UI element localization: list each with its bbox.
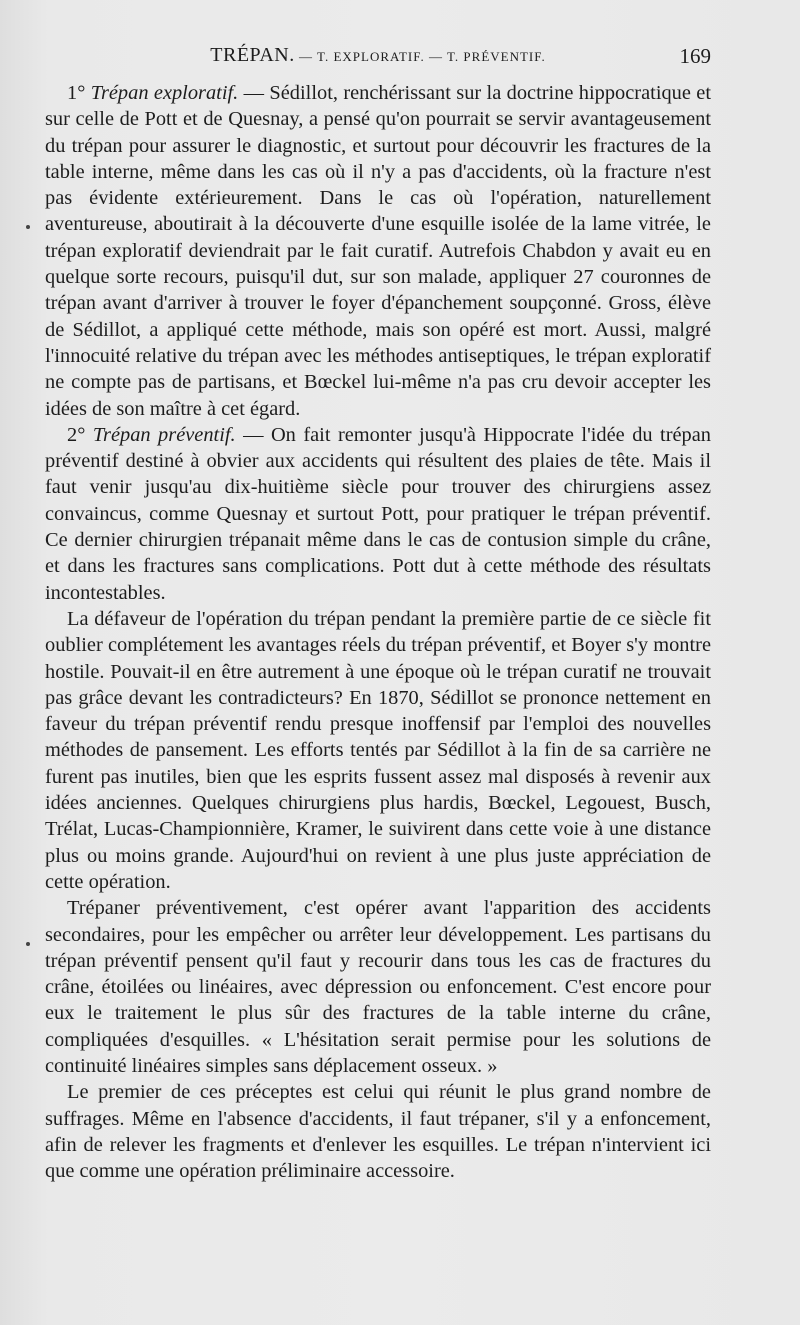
- margin-mark: [26, 225, 30, 229]
- page-header: [45, 44, 711, 74]
- paragraph-text: Trépaner préventivement, c'est opérer avant l'apparition des accidents secondaires, pour les empêcher ou arrêter leur développement. Les partisans du trépan préventif pensent qu'il faut y recourir dans tous les cas de fractures du crâne, étoilées ou linéaires, avec dépression ou enfoncement. C'est encore pour eux le traitement le plus sûr des fractures de la table interne du crâne, compliquées d'esquilles. « L'hésitation serait permise pour les solutions de continuité linéaires simples sans déplacement osseux. »: [45, 897, 711, 1077]
- margin-mark: [26, 942, 30, 946]
- paragraph-trepaner-preventivement: [45, 895, 711, 1079]
- paragraph-text: — On fait remonter jusqu'à Hippocrate l'idée du trépan préventif destiné à obvier aux accidents qui résultent des plaies de tête. Mais il faut venir jusqu'au dix-huitième siècle pour trouver des chirurgiens assez convaincus, comme Quesnay et surtout Pott, pour pratiquer le trépan préventif. Ce dernier chirurgien trépanait même dans le cas de contusion simple du crâne, et dans les fractures sans complications. Pott dut à cette méthode des résultats incontestables.: [45, 423, 711, 604]
- running-title-main: TRÉPAN.: [210, 44, 295, 66]
- paragraph-defaveur: [45, 606, 711, 895]
- page-number: 169: [679, 44, 711, 68]
- body-text: [45, 80, 711, 1184]
- section-heading: Trépan préventif.: [92, 423, 236, 446]
- running-title-subtitle: — T. EXPLORATIF. — T. PRÉVENTIF.: [294, 49, 546, 64]
- paragraph-text: Le premier de ces préceptes est celui qui réunit le plus grand nombre de suffrages. Même en l'absence d'accidents, il faut trépaner, s'il y a enfoncement, afin de relever les fragments et d'enlever les esquilles. Le trépan n'intervient ici que comme une opération préliminaire accessoire.: [45, 1081, 711, 1183]
- paragraph-text: — Sédillot, renchérissant sur la doctrine hippocratique et sur celle de Pott et de Quesnay, a pensé qu'on pourrait se servir avantageusement du trépan pour assurer le diagnostic, et surtout pour découvrir les fractures de la table interne, même dans les cas où il n'y a pas d'accidents, où la fracture n'est pas évidente extérieurement. Dans le cas où l'opération, naturellement aventureuse, aboutirait à la découverte d'une esquille isolée de la lame vitrée, le trépan exploratif deviendrait par le fait curatif. Autrefois Chabdon y avait eu en quelque sorte recours, puisqu'il dut, sur son malade, appliquer 27 couronnes de trépan avant d'arriver à trouver le foyer d'épanchement soupçonné. Gross, élève de Sédillot, a appliqué cette méthode, mais son opéré est mort. Aussi, malgré l'innocuité relative du trépan avec les méthodes antiseptiques, le trépan exploratif ne compte pas de partisans, et Bœckel lui-même n'a pas cru devoir accepter les idées de son maître à cet égard.: [45, 82, 712, 420]
- section-number: 2°: [67, 423, 93, 446]
- section-heading: Trépan exploratif.: [90, 82, 239, 104]
- section-number: 1°: [67, 82, 91, 104]
- paragraph-text: La défaveur de l'opération du trépan pendant la première partie de ce siècle fit oublier complétement les avantages réels du trépan préventif, et Boyer s'y montre hostile. Pouvait-il en être autrement à une époque où le trépan curatif ne trouvait pas grâce devant les contradicteurs? En 1870, Sédillot se prononce nettement en faveur du trépan préventif rendu presque inoffensif par l'emploi des nouvelles méthodes de pansement. Les efforts tentés par Sédillot à la fin de sa carrière ne furent pas inutiles, bien que les esprits fussent assez mal disposés à revenir aux idées anciennes. Quelques chirurgiens plus hardis, Bœckel, Legouest, Busch, Trélat, Lucas-Championnière, Kramer, le suivirent dans cette voie à une distance plus ou moins grande. Aujourd'hui on revient à une plus juste appréciation de cette opération.: [45, 607, 711, 893]
- paragraph-trepan-exploratif: [45, 80, 711, 422]
- paragraph-trepan-preventif: [45, 422, 711, 606]
- running-title: [45, 44, 711, 67]
- paragraph-premier-precepte: [45, 1079, 711, 1184]
